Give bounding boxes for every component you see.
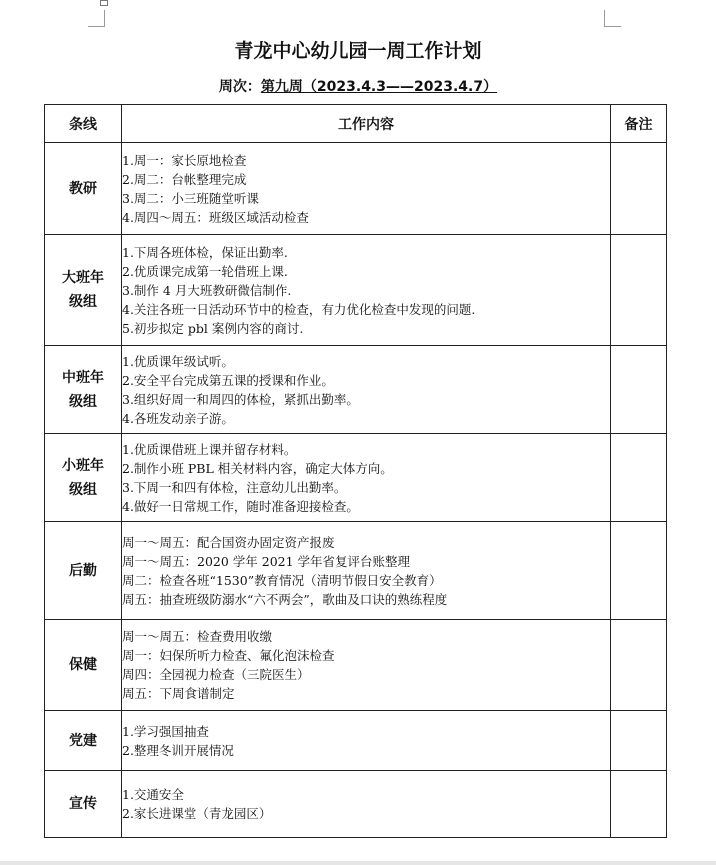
category-cell-baojian — [45, 620, 122, 711]
header-notes: 备注 — [611, 105, 667, 143]
work-item: 4.周四～周五：班级区域活动检查 — [122, 209, 309, 225]
category-cell-dangjian — [45, 711, 122, 771]
document-title: 青龙中心幼儿园一周工作计划 — [234, 40, 482, 62]
content-cell — [122, 771, 611, 838]
category-label: 教研 — [69, 180, 97, 197]
category-label: 后勤 — [69, 562, 97, 579]
category-label: 大班年级组 — [62, 270, 104, 310]
work-item: 4.关注各班一日活动环节中的检查，有力优化检查中发现的问题. — [122, 301, 476, 317]
work-item: 1.周一：家长原地检查 — [122, 152, 247, 168]
work-item: 5.初步拟定 pbl 案例内容的商讨. — [122, 320, 304, 336]
category-label: 中班年级组 — [62, 369, 104, 410]
margin-mark-top-left — [88, 10, 105, 27]
table-row — [45, 143, 667, 235]
work-item: 2.安全平台完成第五课的授课和作业。 — [122, 372, 334, 388]
work-item: 2.整理冬训开展情况 — [122, 742, 234, 758]
category-label: 保健 — [69, 657, 97, 673]
notes-cell — [611, 143, 667, 235]
week-line — [0, 76, 716, 96]
table-row — [45, 711, 667, 771]
category-cell-xuanchuan — [45, 771, 122, 838]
notes-cell — [611, 522, 667, 620]
work-item: 2.制作小班 PBL 相关材料内容，确定大体方向。 — [122, 460, 393, 476]
notes-cell — [611, 620, 667, 711]
category-label: 党建 — [69, 732, 97, 749]
work-item: 1.学习强国抽查 — [122, 723, 209, 739]
work-item: 4.做好一日常规工作，随时准备迎接检查。 — [122, 498, 359, 514]
work-item: 周四：全园视力检查（三院医生） — [122, 667, 310, 682]
page-bottom-edge — [0, 861, 716, 865]
work-item: 4.各班发动亲子游。 — [122, 410, 234, 426]
work-item: 周一～周五：检查费用收缴 — [122, 629, 273, 644]
table-row — [45, 235, 667, 346]
header-content: 工作内容 — [122, 105, 611, 143]
work-item: 3.组织好周一和周四的体检，紧抓出勤率。 — [122, 391, 359, 407]
table-row — [45, 771, 667, 838]
content-cell — [122, 143, 611, 235]
work-item: 2.优质课完成第一轮借班上课. — [122, 263, 288, 279]
week-value: 第九周（2023.4.3——2023.4.7） — [260, 79, 498, 95]
category-label: 宣传 — [69, 796, 97, 812]
content-cell — [122, 620, 611, 711]
margin-mark-top-right — [604, 10, 621, 27]
category-cell-daban — [45, 235, 122, 346]
work-item: 1.交通安全 — [122, 787, 184, 802]
work-item: 2.周二：台帐整理完成 — [122, 171, 247, 187]
table-row — [45, 434, 667, 522]
work-item: 1.优质课年级试听。 — [122, 353, 234, 369]
notes-cell — [611, 346, 667, 434]
table-row — [45, 522, 667, 620]
work-item: 周一：妇保所听力检查、氟化泡沫检查 — [122, 648, 335, 663]
text-cursor-marker — [100, 0, 108, 6]
table-row — [45, 346, 667, 434]
table-body — [45, 143, 667, 838]
content-cell — [122, 434, 611, 522]
work-item: 2.家长进课堂（青龙园区） — [122, 806, 272, 821]
work-item: 3.制作 4 月大班教研微信制作. — [122, 282, 292, 298]
work-item: 周二：检查各班“1530”教育情况（清明节假日安全教育） — [122, 572, 442, 588]
work-item: 周一～周五：2020 学年 2021 学年省复评台账整理 — [122, 553, 411, 569]
notes-cell — [611, 235, 667, 346]
work-item: 周一～周五：配合国资办固定资产报废 — [122, 534, 335, 550]
work-plan-table — [44, 104, 667, 838]
category-label: 小班年级组 — [62, 457, 104, 498]
category-cell-jiaoyan — [45, 143, 122, 235]
category-cell-xiaoban — [45, 434, 122, 522]
notes-cell — [611, 711, 667, 771]
content-cell — [122, 346, 611, 434]
work-item: 3.周二：小三班随堂听课 — [122, 190, 259, 206]
category-cell-zhongban — [45, 346, 122, 434]
content-cell — [122, 235, 611, 346]
content-cell — [122, 522, 611, 620]
category-cell-houqin — [45, 522, 122, 620]
notes-cell — [611, 434, 667, 522]
notes-cell — [611, 771, 667, 838]
work-item: 1.下周各班体检，保证出勤率. — [122, 244, 288, 260]
content-cell — [122, 711, 611, 771]
header-category: 条线 — [45, 105, 122, 143]
work-item: 3.下周一和四有体检，注意幼儿出勤率。 — [122, 479, 347, 495]
work-item: 1.优质课借班上课并留存材料。 — [122, 441, 297, 457]
table-row — [45, 620, 667, 711]
table-header-row — [45, 105, 667, 143]
work-item: 周五：下周食谱制定 — [122, 686, 235, 701]
week-label: 周次： — [218, 79, 261, 95]
work-item: 周五：抽查班级防溺水“六不两会”，歌曲及口诀的熟练程度 — [122, 591, 448, 607]
